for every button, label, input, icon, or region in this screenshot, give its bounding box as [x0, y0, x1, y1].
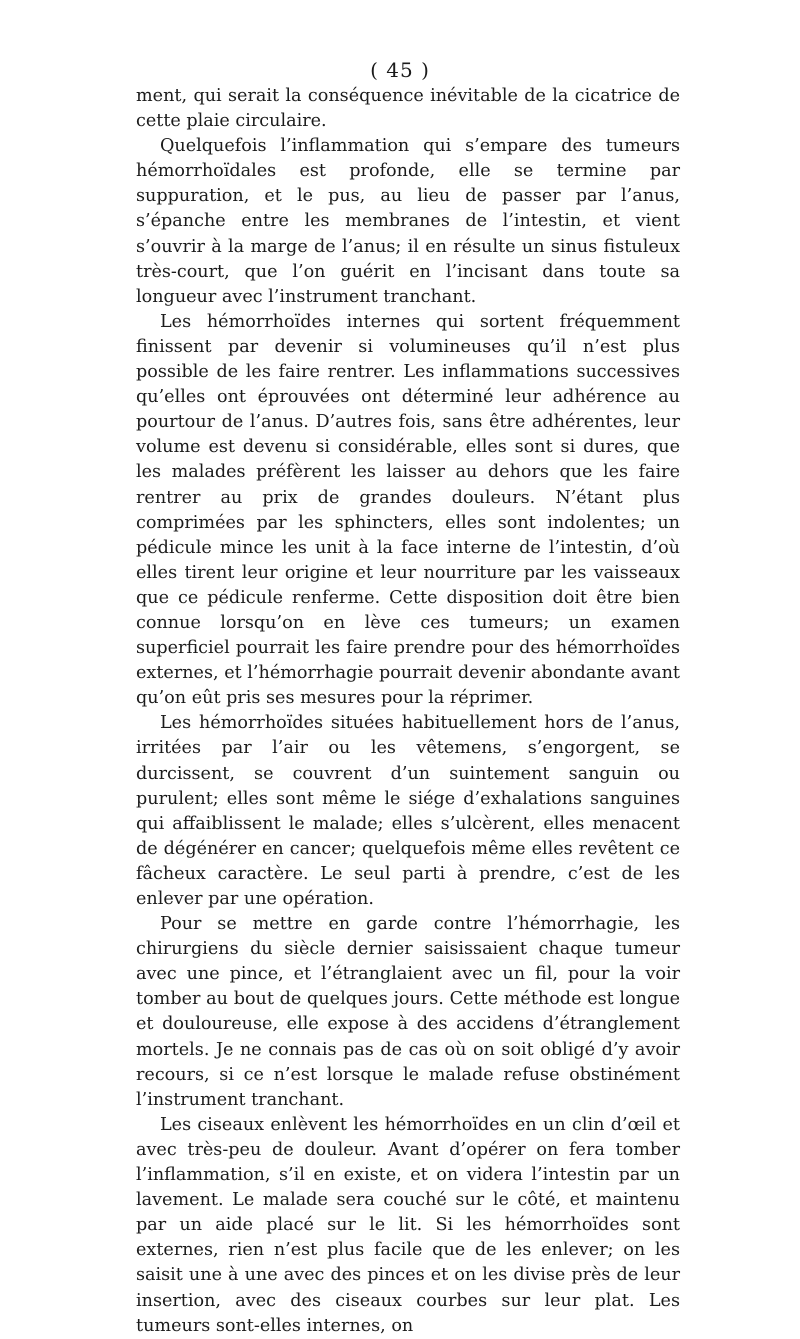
paragraph-continuation: ment, qui serait la conséquence inévitable de la cicatrice de cette plaie circulaire.	[136, 86, 680, 132]
page-number: ( 45 )	[370, 58, 430, 82]
paragraph-scissors-method: Les ciseaux enlèvent les hémorrhoïdes en un clin d’œil et avec très-peu de douleur. Avant d’opérer on fera tomber l’inflammation, s’il en existe, et on videra l’intestin par un lavement. Le malade sera couché sur le côté, et maintenu par un aide placé sur le lit. Si les hémorrhoïdes sont externes, rien n’est plus facile que de les enlever; on les saisit une à une avec des pinces et on les divise près de leur insertion, avec des ciseaux courbes sur leur plat. Les tumeurs sont-elles internes, on	[136, 1114, 680, 1336]
paragraph-suppuration: Quelquefois l’inflammation qui s’empare des tumeurs hémorrhoïdales est profonde, elle se termine par suppuration, et le pus, au lieu de passer par l’anus, s’épanche entre les membranes de l’intestin, et vient s’ouvrir à la marge de l’anus; il en résulte un sinus fistuleux très-court, que l’on guérit en l’incisant dans toute sa longueur avec l’instrument tranchant.	[136, 136, 680, 307]
body-text	[136, 84, 680, 1339]
paragraph-internal-hemorrhoids: Les hémorrhoïdes internes qui sortent fréquemment finissent par devenir si volumineuses qu’il n’est plus possible de les faire rentrer. Les inflammations successives qu’elles ont éprouvées ont déterminé leur adhérence au pourtour de l’anus. D’autres fois, sans être adhérentes, leur volume est devenu si considérable, elles sont si dures, que les malades préfèrent les laisser au dehors que les faire rentrer au prix de grandes douleurs. N’étant plus comprimées par les sphincters, elles sont indolentes; un pédicule mince les unit à la face interne de l’intestin, d’où elles tirent leur origine et leur nourriture par les vaisseaux que ce pédicule renferme. Cette disposition doit être bien connue lorsqu’on en lève ces tumeurs; un examen superficiel pourrait les faire prendre pour des hémorrhoïdes externes, et l’hémorrhagie pourrait devenir abondante avant qu’on eût pris ses mesures pour la réprimer.	[136, 311, 680, 709]
paragraph-ligature-method: Pour se mettre en garde contre l’hémorrhagie, les chirurgiens du siècle dernier saisissaient chaque tumeur avec une pince, et l’étranglaient avec un fil, pour la voir tomber au bout de quelques jours. Cette méthode est longue et douloureuse, elle expose à des accidens d’étranglement mortels. Je ne connais pas de cas où on soit obligé d’y avoir recours, si ce n’est lorsque le malade refuse obstinément l’instrument tranchant.	[136, 914, 680, 1110]
paragraph-external-hemorrhoids: Les hémorrhoïdes situées habituellement hors de l’anus, irritées par l’air ou les vêtemens, s’engorgent, se durcissent, se couvrent d’un suintement sanguin ou purulent; elles sont même le siége d’exhalations sanguines qui affaiblissent le malade; elles s’ulcèrent, elles menacent de dégénérer en cancer; quelquefois même elles revêtent ce fâcheux caractère. Le seul parti à prendre, c’est de les enlever par une opération.	[136, 713, 680, 909]
